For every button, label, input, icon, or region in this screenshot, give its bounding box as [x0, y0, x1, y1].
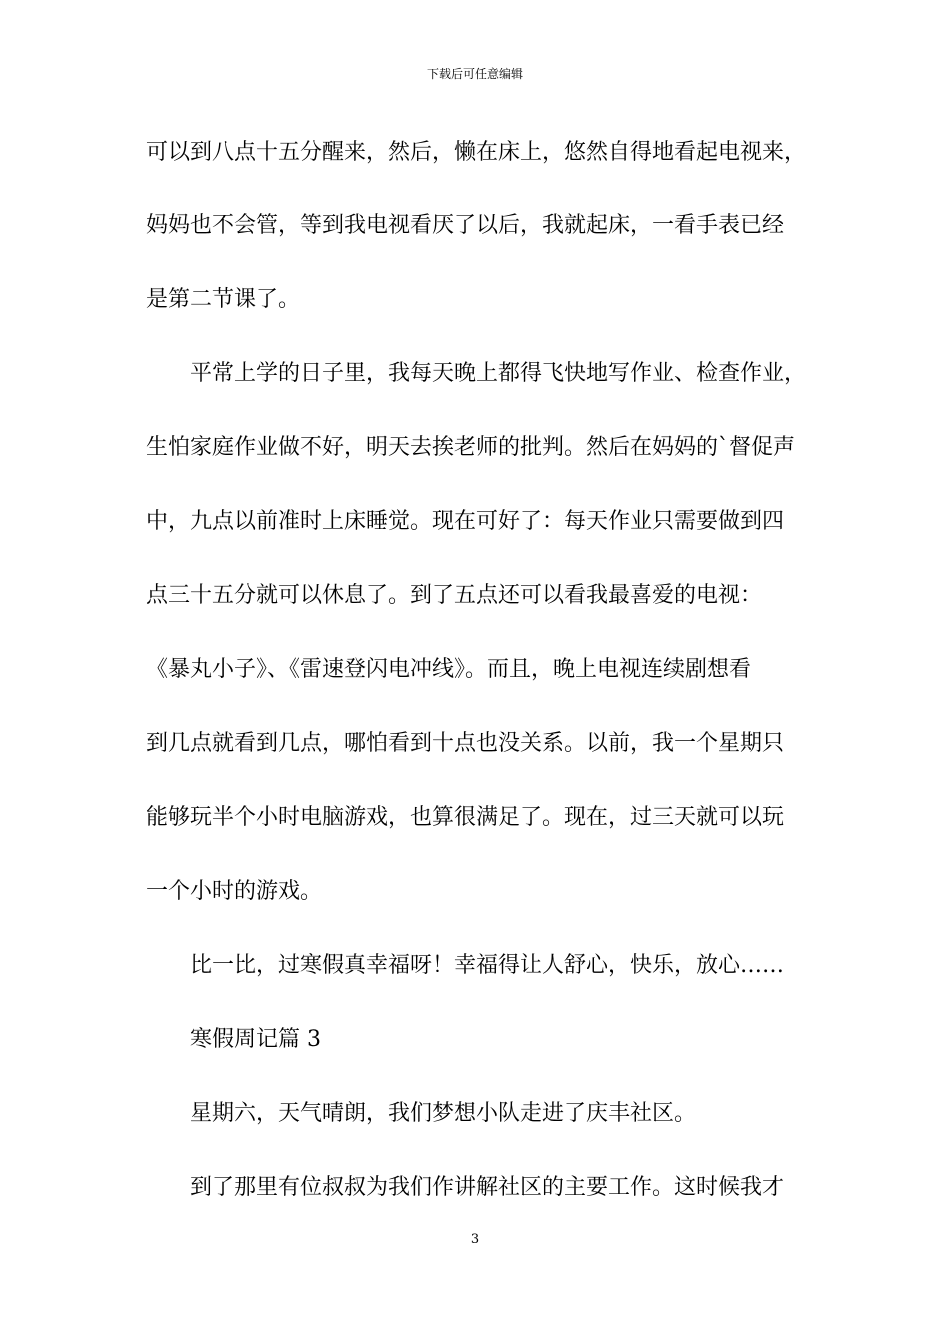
page-number: 3: [470, 1232, 480, 1247]
text-line-4: 平常上学的日子里，我每天晚上都得飞快地写作业、检查作业，: [190, 361, 807, 386]
text-line-5: 生怕家庭作业做不好，明天去挨老师的批判。然后在妈妈的`督促声: [146, 435, 796, 460]
text-line-14: 星期六，天气晴朗，我们梦想小队走进了庆丰社区。: [190, 1101, 697, 1126]
text-line-1: 可以到八点十五分醒来，然后，懒在床上，悠然自得地看起电视来，: [146, 140, 807, 165]
page-header: 下载后可任意编辑: [426, 67, 523, 81]
section-title: 寒假周记篇 3: [190, 1027, 321, 1052]
text-line-10: 能够玩半个小时电脑游戏，也算很满足了。现在，过三天就可以玩: [146, 805, 785, 830]
text-line-15: 到了那里有位叔叔为我们作讲解社区的主要工作。这时候我才: [190, 1175, 785, 1200]
text-line-6: 中，九点以前准时上床睡觉。现在可好了：每天作业只需要做到四: [146, 509, 785, 534]
text-line-2: 妈妈也不会管，等到我电视看厌了以后，我就起床，一看手表已经: [146, 213, 785, 238]
text-line-12: 比一比，过寒假真幸福呀！幸福得让人舒心，快乐，放心……: [190, 953, 785, 978]
text-line-11: 一个小时的游戏。: [146, 879, 323, 904]
text-line-8: 《暴丸小子》、《雷速登闪电冲线》。而且，晚上电视连续剧想看: [146, 657, 752, 682]
text-line-9: 到几点就看到几点，哪怕看到十点也没关系。以前，我一个星期只: [146, 731, 785, 756]
text-line-7: 点三十五分就可以休息了。到了五点还可以看我最喜爱的电视：: [146, 583, 763, 608]
text-line-3: 是第二节课了。: [146, 287, 301, 312]
